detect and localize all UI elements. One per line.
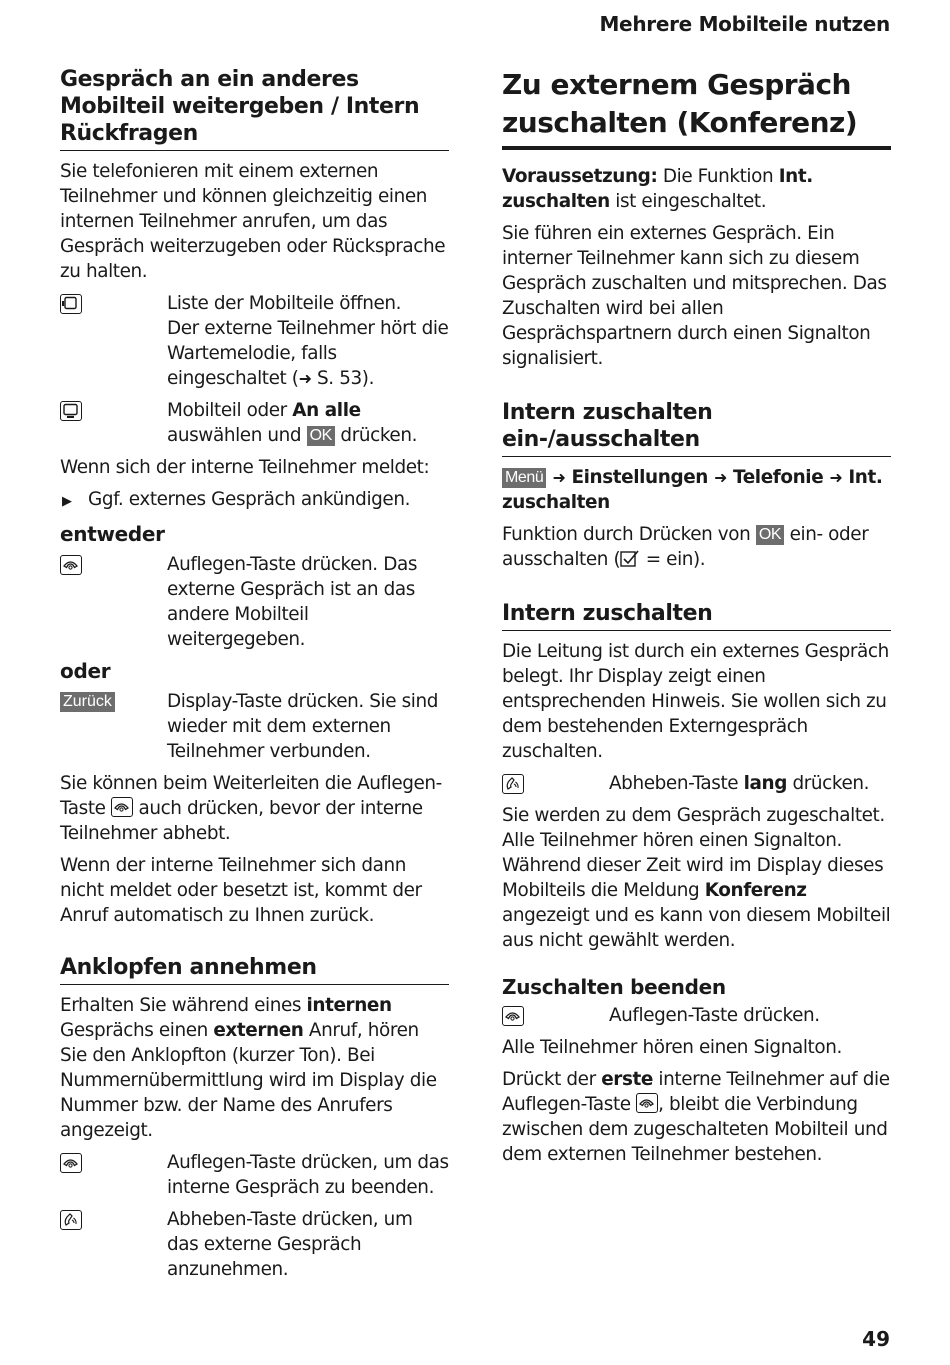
menu-key: Menü: [502, 468, 546, 488]
after-text: Wenn sich der interne Teilnehmer meldet:: [60, 457, 430, 478]
section-heading-join: Intern zuschalten: [502, 600, 891, 631]
control-key-down-icon: [60, 401, 82, 421]
join-result-bold: Konferenz: [704, 880, 807, 901]
arrow-icon: ➜: [552, 468, 566, 487]
label-or: oder: [60, 659, 111, 683]
arrow-icon: ➜: [714, 468, 728, 487]
ok-key: OK: [756, 525, 784, 545]
step-hang-up-text: Auflegen-Taste drücken. Das externe Gespräch ist an das andere Mobilteil weitergegeben.: [167, 554, 418, 650]
step-select-text-c: drücken.: [334, 425, 418, 446]
talk-key-icon: [502, 774, 524, 794]
step-hang-up-transfer: [60, 552, 449, 652]
menu-path: [502, 465, 891, 515]
arrow-icon: ➜: [298, 369, 312, 388]
checkbox-checked-icon: [620, 549, 640, 570]
cw-text-b: Gesprächs einen: [60, 1020, 214, 1041]
call-waiting-intro: [60, 993, 449, 1143]
cw-bold-1: internen: [306, 995, 392, 1016]
end-call-key-icon: [111, 797, 133, 817]
page-reference: S. 53).: [317, 368, 375, 389]
cw-text-a: Erhalten Sie während eines: [60, 995, 307, 1016]
step-open-list-text: Liste der Mobilteile öffnen.: [167, 293, 402, 314]
note1-text-b: auch drücken, bevor der interne Teilnehmer abhebt.: [60, 798, 423, 844]
running-header: Mehrere Mobilteile nutzen: [599, 12, 890, 36]
section-heading-transfer: Gespräch an ein anderes Mobilteil weitergeben / Intern Rückfragen: [60, 66, 449, 151]
join-step-bold: lang: [743, 773, 788, 794]
talk-key-icon: [60, 1210, 82, 1230]
step-cw-hang-up: [60, 1150, 449, 1200]
join-result-text-a: Sie werden zu dem Gespräch zugeschaltet. Alle Teilnehmer hören einen Signalton. Während dieser Zeit wird im Display dieses Mobilteils die Meldung: [502, 805, 885, 901]
transfer-note-2: Wenn der interne Teilnehmer sich dann nicht meldet oder besetzt ist, kommt der Anruf automatisch zu Ihnen zurück.: [60, 855, 422, 926]
end-note-text-a: Drückt der: [502, 1069, 602, 1090]
step-open-list-note: Der externe Teilnehmer hört die Wartemelodie, falls eingeschaltet (: [167, 318, 449, 389]
pre-text-a: Die Funktion: [657, 166, 779, 187]
page-number: 49: [862, 1327, 890, 1351]
prerequisite: [502, 164, 891, 214]
func-text-c: = ein).: [640, 549, 706, 570]
bullet-item: [60, 487, 449, 514]
step-open-list: [60, 291, 449, 391]
end-note-text-c: , bleibt die Verbindung zwischen dem zugeschalteten Mobilteil und dem externen Teilnehmer bestehen.: [502, 1094, 888, 1165]
end-call-key-icon: [636, 1093, 658, 1113]
triangle-bullet-icon: ▶: [62, 494, 72, 509]
step-join-long-press: [502, 771, 891, 796]
end-call-key-icon: [60, 1153, 82, 1173]
step-cw-answer: [60, 1207, 449, 1282]
join-step-text-a: Abheben-Taste: [609, 773, 744, 794]
transfer-note-1: [60, 771, 449, 846]
end-join-signal: Alle Teilnehmer hören einen Signalton.: [502, 1037, 842, 1058]
step-end-join: [502, 1003, 891, 1028]
section-heading-on-off: Intern zuschalten ein-/ausschalten: [502, 399, 891, 457]
menu-path-item: Telefonie: [733, 467, 824, 488]
right-column: [502, 66, 891, 1174]
func-text-a: Funktion durch Drücken von: [502, 524, 756, 545]
step-select-text-b: auswählen und: [167, 425, 307, 446]
zurueck-key: Zurück: [60, 692, 115, 712]
section-heading-call-waiting: Anklopfen annehmen: [60, 954, 449, 985]
function-toggle-text: [502, 522, 891, 572]
bullet-text: Ggf. externes Gespräch ankündigen.: [88, 489, 411, 510]
transfer-intro: Sie telefonieren mit einem externen Teilnehmer und können gleichzeitig einen internen Teilnehmer anrufen, um das Gespräch weiterzugeben oder Rücksprache zu halten.: [60, 161, 446, 282]
join-intro: Die Leitung ist durch ein externes Gespräch belegt. Ihr Display zeigt einen entsprechenden Hinweis. Sie wollen sich zu dem bestehenden Externgespräch zuschalten.: [502, 641, 889, 762]
subheading-end-join: Zuschalten beenden: [502, 975, 726, 999]
label-either: entweder: [60, 522, 165, 546]
step-end-join-text: Auflegen-Taste drücken.: [609, 1005, 820, 1026]
func-text-b: ein- oder ausschalten (: [502, 524, 869, 570]
step-select-text-a: Mobilteil oder: [167, 400, 293, 421]
prerequisite-label: Voraussetzung:: [502, 166, 658, 187]
join-step-text-b: drücken.: [787, 773, 870, 794]
step-back-text: Display-Taste drücken. Sie sind wieder mit dem externen Teilnehmer verbunden.: [167, 691, 439, 762]
arrow-icon: ➜: [829, 468, 843, 487]
step-select-handset: [60, 398, 449, 448]
left-column: [60, 66, 449, 1289]
step-select-bold: An alle: [292, 400, 361, 421]
end-note-bold: erste: [601, 1069, 653, 1090]
conference-intro: Sie führen ein externes Gespräch. Ein interner Teilnehmer kann sich zu diesem Gespräch zuschalten und mitsprechen. Das Zuschalten wird bei allen Gesprächspartnern durch einen Signalton signalisiert.: [502, 223, 887, 369]
control-key-left-icon: [60, 294, 82, 314]
join-result-text-b: angezeigt und es kann von diesem Mobilteil aus nicht gewählt werden.: [502, 905, 891, 951]
pre-bold: Int. zuschalten: [502, 166, 813, 212]
menu-path-item: Einstellungen: [571, 467, 708, 488]
cw-bold-2: externen: [213, 1020, 304, 1041]
menu-path-item: Int. zuschalten: [502, 467, 883, 513]
step-cw-hang-up-text: Auflegen-Taste drücken, um das interne Gespräch zu beenden.: [167, 1152, 449, 1198]
end-note-text-b: interne Teilnehmer auf die Auflegen-Taste: [502, 1069, 890, 1115]
note1-text-a: Sie können beim Weiterleiten die Auflegen-Taste: [60, 773, 442, 819]
cw-text-c: Anruf, hören Sie den Anklopfton (kurzer Ton). Bei Nummernübermittlung wird im Display die Nummer bzw. der Name des Anrufers angezeigt.: [60, 1020, 437, 1141]
ok-key: OK: [307, 426, 335, 446]
end-call-key-icon: [60, 555, 82, 575]
step-cw-answer-text: Abheben-Taste drücken, um das externe Gespräch anzunehmen.: [167, 1209, 413, 1280]
end-call-key-icon: [502, 1006, 524, 1026]
join-result: [502, 803, 891, 953]
pre-text-b: ist eingeschaltet.: [609, 191, 767, 212]
end-join-note: [502, 1067, 891, 1167]
section-heading-conference: Zu externem Gespräch zuschalten (Konferenz): [502, 66, 891, 150]
step-back: [60, 689, 449, 764]
